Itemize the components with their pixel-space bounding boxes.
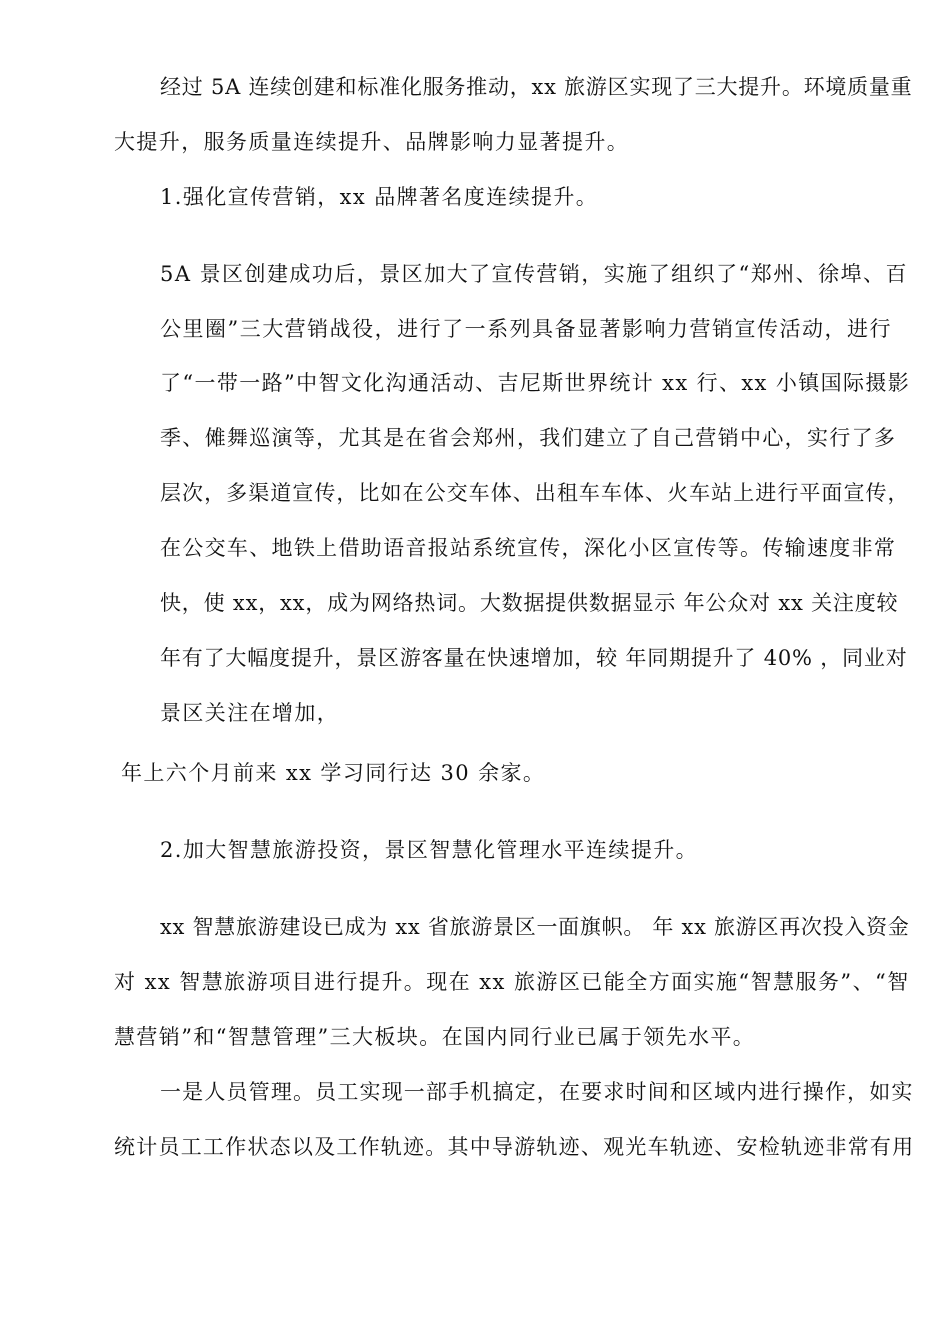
paragraph-7-line-2: 统计员工工作状态以及工作轨迹。其中导游轨迹、观光车轨迹、安检轨迹非常有用 [114, 1135, 915, 1159]
paragraph-1-line-2: 大提升，服务质量连续提升、品牌影响力显著提升。 [114, 130, 630, 154]
paragraph-6-line-1: xx 智慧旅游建设已成为 xx 省旅游景区一面旗帜。 年 xx 旅游区再次投入资金 [160, 915, 910, 939]
paragraph-3-line-8: 年有了大幅度提升，景区游客量在快速增加，较 年同期提升了 40% ，同业对 [160, 646, 908, 670]
paragraph-3-line-1: 5A 景区创建成功后，景区加大了宣传营销，实施了组织了“郑州、徐埠、百 [160, 262, 908, 286]
paragraph-3-line-5: 层次，多渠道宣传，比如在公交车体、出租车车体、火车站上进行平面宣传， [160, 481, 910, 505]
paragraph-7-line-1: 一是人员管理。员工实现一部手机搞定，在要求时间和区域内进行操作，如实 [160, 1080, 914, 1104]
paragraph-6-line-2: 对 xx 智慧旅游项目进行提升。现在 xx 旅游区已能全方面实施“智慧服务”、“智 [114, 970, 910, 994]
paragraph-4-line-1: 年上六个月前来 xx 学习同行达 30 余家。 [121, 761, 546, 785]
paragraph-3-line-7: 快，使 xx，xx，成为网络热词。大数据提供数据显示 年公众对 xx 关注度较 [160, 591, 899, 615]
paragraph-3-line-3: 了“一带一路”中智文化沟通活动、吉尼斯世界统计 xx 行、xx 小镇国际摄影 [160, 371, 911, 395]
section-heading-2: 2.加大智慧旅游投资，景区智慧化管理水平连续提升。 [160, 838, 699, 862]
paragraph-3-line-2: 公里圈”三大营销战役，进行了一系列具备显著影响力营销宣传活动，进行 [160, 317, 892, 341]
paragraph-6-line-3: 慧营销”和“智慧管理”三大板块。在国内同行业已属于领先水平。 [114, 1025, 756, 1049]
paragraph-3-line-9: 景区关注在增加， [160, 701, 340, 725]
paragraph-1-line-1: 经过 5A 连续创建和标准化服务推动，xx 旅游区实现了三大提升。环境质量重 [160, 75, 913, 99]
section-heading-1: 1.强化宣传营销，xx 品牌著名度连续提升。 [160, 185, 599, 209]
paragraph-3-line-6: 在公交车、地铁上借助语音报站系统宣传，深化小区宣传等。传输速度非常 [160, 536, 897, 560]
paragraph-3-line-4: 季、傩舞巡演等，尤其是在省会郑州，我们建立了自己营销中心，实行了多 [160, 426, 897, 450]
